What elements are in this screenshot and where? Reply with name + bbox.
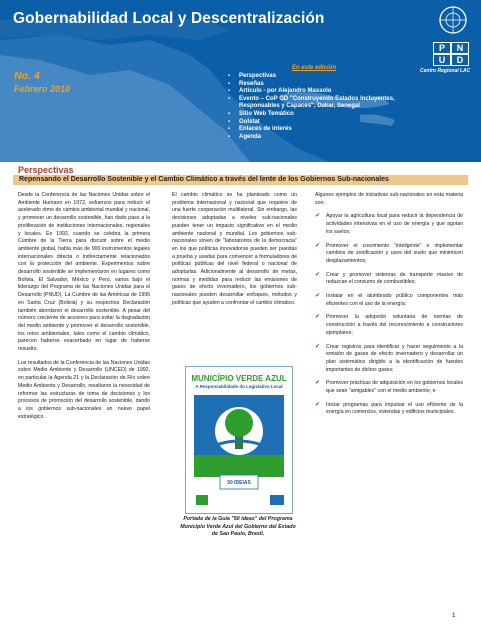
list-item: ✔ Iniciar programas para impulsar el uso eficiente de la energía en comercios, viviendas y edificios municipales. [315,401,463,416]
image-caption: Portada de la Guía "50 ideas" del Programa Município Verde Azul del Gobierno del Estado de Sao Paulo, Brasil. [180,516,296,538]
toc-item[interactable]: ▪ Reseñas [228,81,428,89]
toc-item[interactable]: ▪ Artículo - por Alejandro Massolo [228,88,428,96]
pnud-letter-p: P [433,42,451,54]
toc-item[interactable]: ▪ Evento – CoP GD "Construyendo Estados Incluyentes, Responsables y Capaces", Dakar, Senegal [228,96,428,111]
initiatives-list [315,213,463,417]
toc-item[interactable]: ▪ Golstat [228,119,428,127]
list-item: ✔ Crear registros para identificar y hacer seguimiento a la emisión de gases de efecto invernadero y desarrollar un plan sistemático dirigido a la identificación de fuentes importantes de dichos gases; [315,343,463,373]
guide-cover-image [185,366,293,514]
list-item: ✔ Promover prácticas de adquisición en los gobiernos locales que sean "amigables" con el medio ambiente; e [315,380,463,395]
toc-item[interactable]: ▪ Perspectivas [228,73,428,81]
article-column-2 [172,192,297,314]
list-intro: Algunos ejemplos de iniciativas sub-nacionales en esta materia son: [315,192,463,206]
cover-title: MUNICÍPIO VERDE AZUL [191,374,287,383]
checkmark-icon: ✔ [315,293,321,300]
article-headline: Repensando el Desarrollo Sostenible y el Cambio Climático a través del lente de los Gobiernos Sub-nacionales [19,176,389,183]
list-item: ✔ Apoyar la agricultura local para reducir la dependencia de actividades intensivas en el uso de energía y que agotan los suelos; [315,213,463,235]
list-item: ✔ Crear y promover sistemas de transporte masivo de reduzcan el consumo de combustibles; [315,271,463,286]
paragraph: El cambio climático se ha planteado como un problema internacional y nacional que requiere de una fuerte cooperación multilateral. Sin embargo, las decisiones adoptadas a niveles sub-nacionales pueden tener un impacto significativo en el medio ambiente nacional y mundial. Los gobiernos sub-nacionales sirven de "laboratorios de la democracia" en los que políticas innovadoras pueden ser puestas a prueba y usadas para convencer a formuladores de políticas públicas del nivel federal o nacional de adoptarlas. Adicionalmente al desarrollo de metas, normas y medidas para reducir las emisiones de gases de efecto invernadero, los gobiernos sub-nacionales pueden desarrollar enfoques, métodos y políticas que ayuden a confrontar el cambio climático. [172,192,297,306]
pnud-letter-u: U [433,54,451,66]
checkmark-icon: ✔ [315,213,321,220]
section-label: Perspectivas [18,165,74,175]
headline-band [13,175,468,185]
cover-ideas-label: 50 IDEIAS [227,480,251,486]
regional-center-label: Centro Regional LAC [420,68,471,74]
toc-item[interactable]: ▪ Agenda [228,134,428,142]
list-item: ✔ Promover el crecimiento "inteligente" e implementar cambios de zonificación y usos del suelo que minimicen desplazamientos; [315,242,463,264]
issue-date: Febrero 2010 [14,84,71,94]
checkmark-icon: ✔ [315,380,321,387]
header-banner [0,0,481,162]
list-item: ✔ Instalar en el alumbrado público componentes más eficientes con el uso de la energía; [315,293,463,307]
toc-item[interactable]: ▪ Enlaces de interés [228,126,428,134]
list-item: ✔ Promover la adopción voluntaria de normas de construcción a través del reconocimiento a constructores ejemplares; [315,314,463,336]
article-column-3 [315,192,463,423]
checkmark-icon: ✔ [315,271,321,278]
checkmark-icon: ✔ [315,242,321,249]
checkmark-icon: ✔ [315,314,321,321]
pnud-logo-letters [433,42,469,66]
cover-subtitle: A Responsabilidade do Legislativo Local [195,384,283,389]
issue-number: No. 4 [14,70,40,82]
checkmark-icon: ✔ [315,343,321,350]
toc-item[interactable]: ▪ Sitio Web Temático [228,111,428,119]
paragraph: Desde la Conferencia de las Naciones Unidas sobre el Ambiente Humano en 1972, esfuerzos para reducir el acelerado ritmo de cambio ambiental mundial y nacional, y promover un desarrollo sostenible, han dado paso a la proliferación de instituciones internacionales, regionales y locales. En 1992, cuando se celebra la primera Cumbre de la Tierra para discutir sobre el medio ambiente global, había más de 900 instrumentos legales internacionales directa o indirectamente relacionados con la protección del ambiente. Experimentos sobre desarrollo sostenible se implementaron en lugares como Bolivia, El Salvador, México y Perú, varios bajo el liderazgo del Programa de las Naciones Unidas para el Desarrollo (PNUD). La Cumbre de las Américas de 1996 en Santa Cruz (Bolivia) y su respectiva Declaración también abordaron el desarrollo sostenible. A pesar del número creciente de acciones para evitar la degradación del medio ambiente y promover el desarrollo sostenible, los retos ambientales, tales como el cambio climático, parecen haberse exacerbado en lugar de haberse resuelto. [18,192,150,353]
toc-title: En este edición [292,65,337,71]
checkmark-icon: ✔ [315,401,321,408]
table-of-contents [228,73,428,141]
un-emblem-icon [426,0,481,40]
pnud-letter-d: D [451,54,469,66]
pnud-letter-n: N [451,42,469,54]
paragraph: Los resultados de la Conferencia de las Naciones Unidas sobre Medio Ambiente y Desarrollo (UNCED) de 1992, en particular la Agenda 21 y la Declaración de Río sobre Medio Ambiente y Desarrollo, resaltaron la necesidad de reformar las estructuras de toma de decisiones y los procesos de promoción del desarrollo sostenible, dando a los gobiernos sub-nacionales un nuevo papel estratégico. [18,359,150,420]
newsletter-title: Gobernabilidad Local y Descentralización [13,10,325,27]
page-number: 1 [452,613,456,619]
article-column-1 [18,192,150,427]
